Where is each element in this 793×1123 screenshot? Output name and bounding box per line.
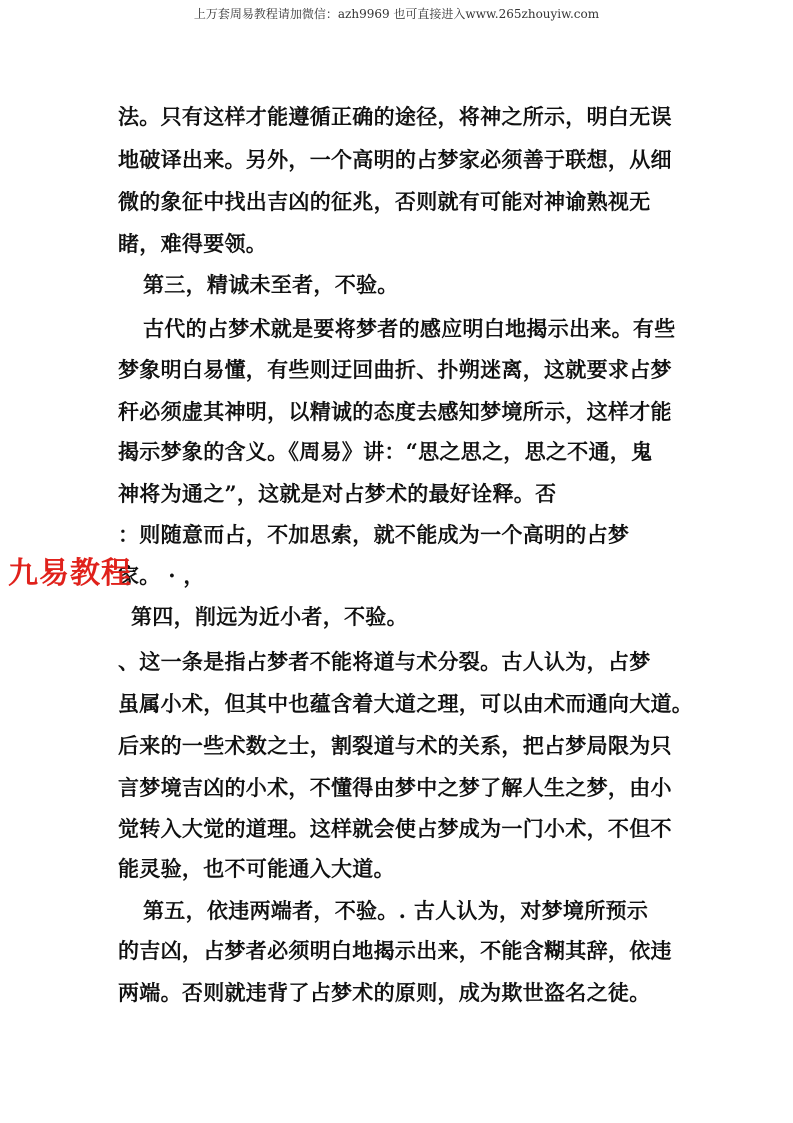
text-line: 、这一条是指占梦者不能将道与术分裂。古人认为，占梦 [118,649,651,674]
text-line: 家。 · ， [118,563,205,588]
text-line: 能灵验，也不可能通入大道。 [118,856,395,881]
text-line: 地破译出来。另外，一个高明的占梦家必须善于联想，从细 [118,147,672,172]
text-line: 虽属小术，但其中也蕴含着大道之理，可以由术而通向大道。 [118,691,694,716]
text-line: 两端。否则就违背了占梦术的原则，成为欺世盗名之徒。 [118,980,651,1005]
text-line: 秆必须虚其神明，以精诚的态度去感知梦境所示，这样才能 [118,399,672,424]
section-heading: 第五，依违两端者，不验。. 古人认为，对梦境所预示 [143,898,649,923]
page-header: 上万套周易教程请加微信：azh9969 也可直接进入www.265zhouyiw.com [193,7,600,21]
section-heading: 第四，削远为近小者，不验。 [131,604,408,629]
section-heading: 第三，精诚未至者，不验。 [143,272,399,297]
text-line: ：则随意而占，不加思索，就不能成为一个高明的占梦 [118,522,630,547]
text-line: 言梦境吉凶的小术，不懂得由梦中之梦了解人生之梦，由小 [118,775,672,800]
text-line: 微的象征中找出吉凶的征兆，否则就有可能对神谕熟视无 [118,189,651,214]
text-line: 揭示梦象的含义。《周易》讲：“思之思之，思之不通，鬼 [118,439,653,464]
text-line: 后来的一些术数之士，割裂道与术的关系，把占梦局限为只 [118,733,672,758]
text-line: 神将为通之”，这就是对占梦术的最好诠释。否 [118,481,557,506]
watermark-logo: 九易教程 [8,556,132,591]
text-line: 觉转入大觉的道理。这样就会使占梦成为一门小术，不但不 [118,816,672,841]
text-line: 睹，难得要领。 [118,231,268,256]
text-line: 梦象明白易懂，有些则迂回曲折、扑朔迷离，这就要求占梦 [118,357,672,382]
text-line: 法。只有这样才能遵循正确的途径，将神之所示，明白无误 [118,104,672,129]
text-line: 的吉凶，占梦者必须明白地揭示出来，不能含糊其辞，依违 [118,938,672,963]
text-line: 古代的占梦术就是要将梦者的感应明白地揭示出来。有些 [143,316,676,341]
